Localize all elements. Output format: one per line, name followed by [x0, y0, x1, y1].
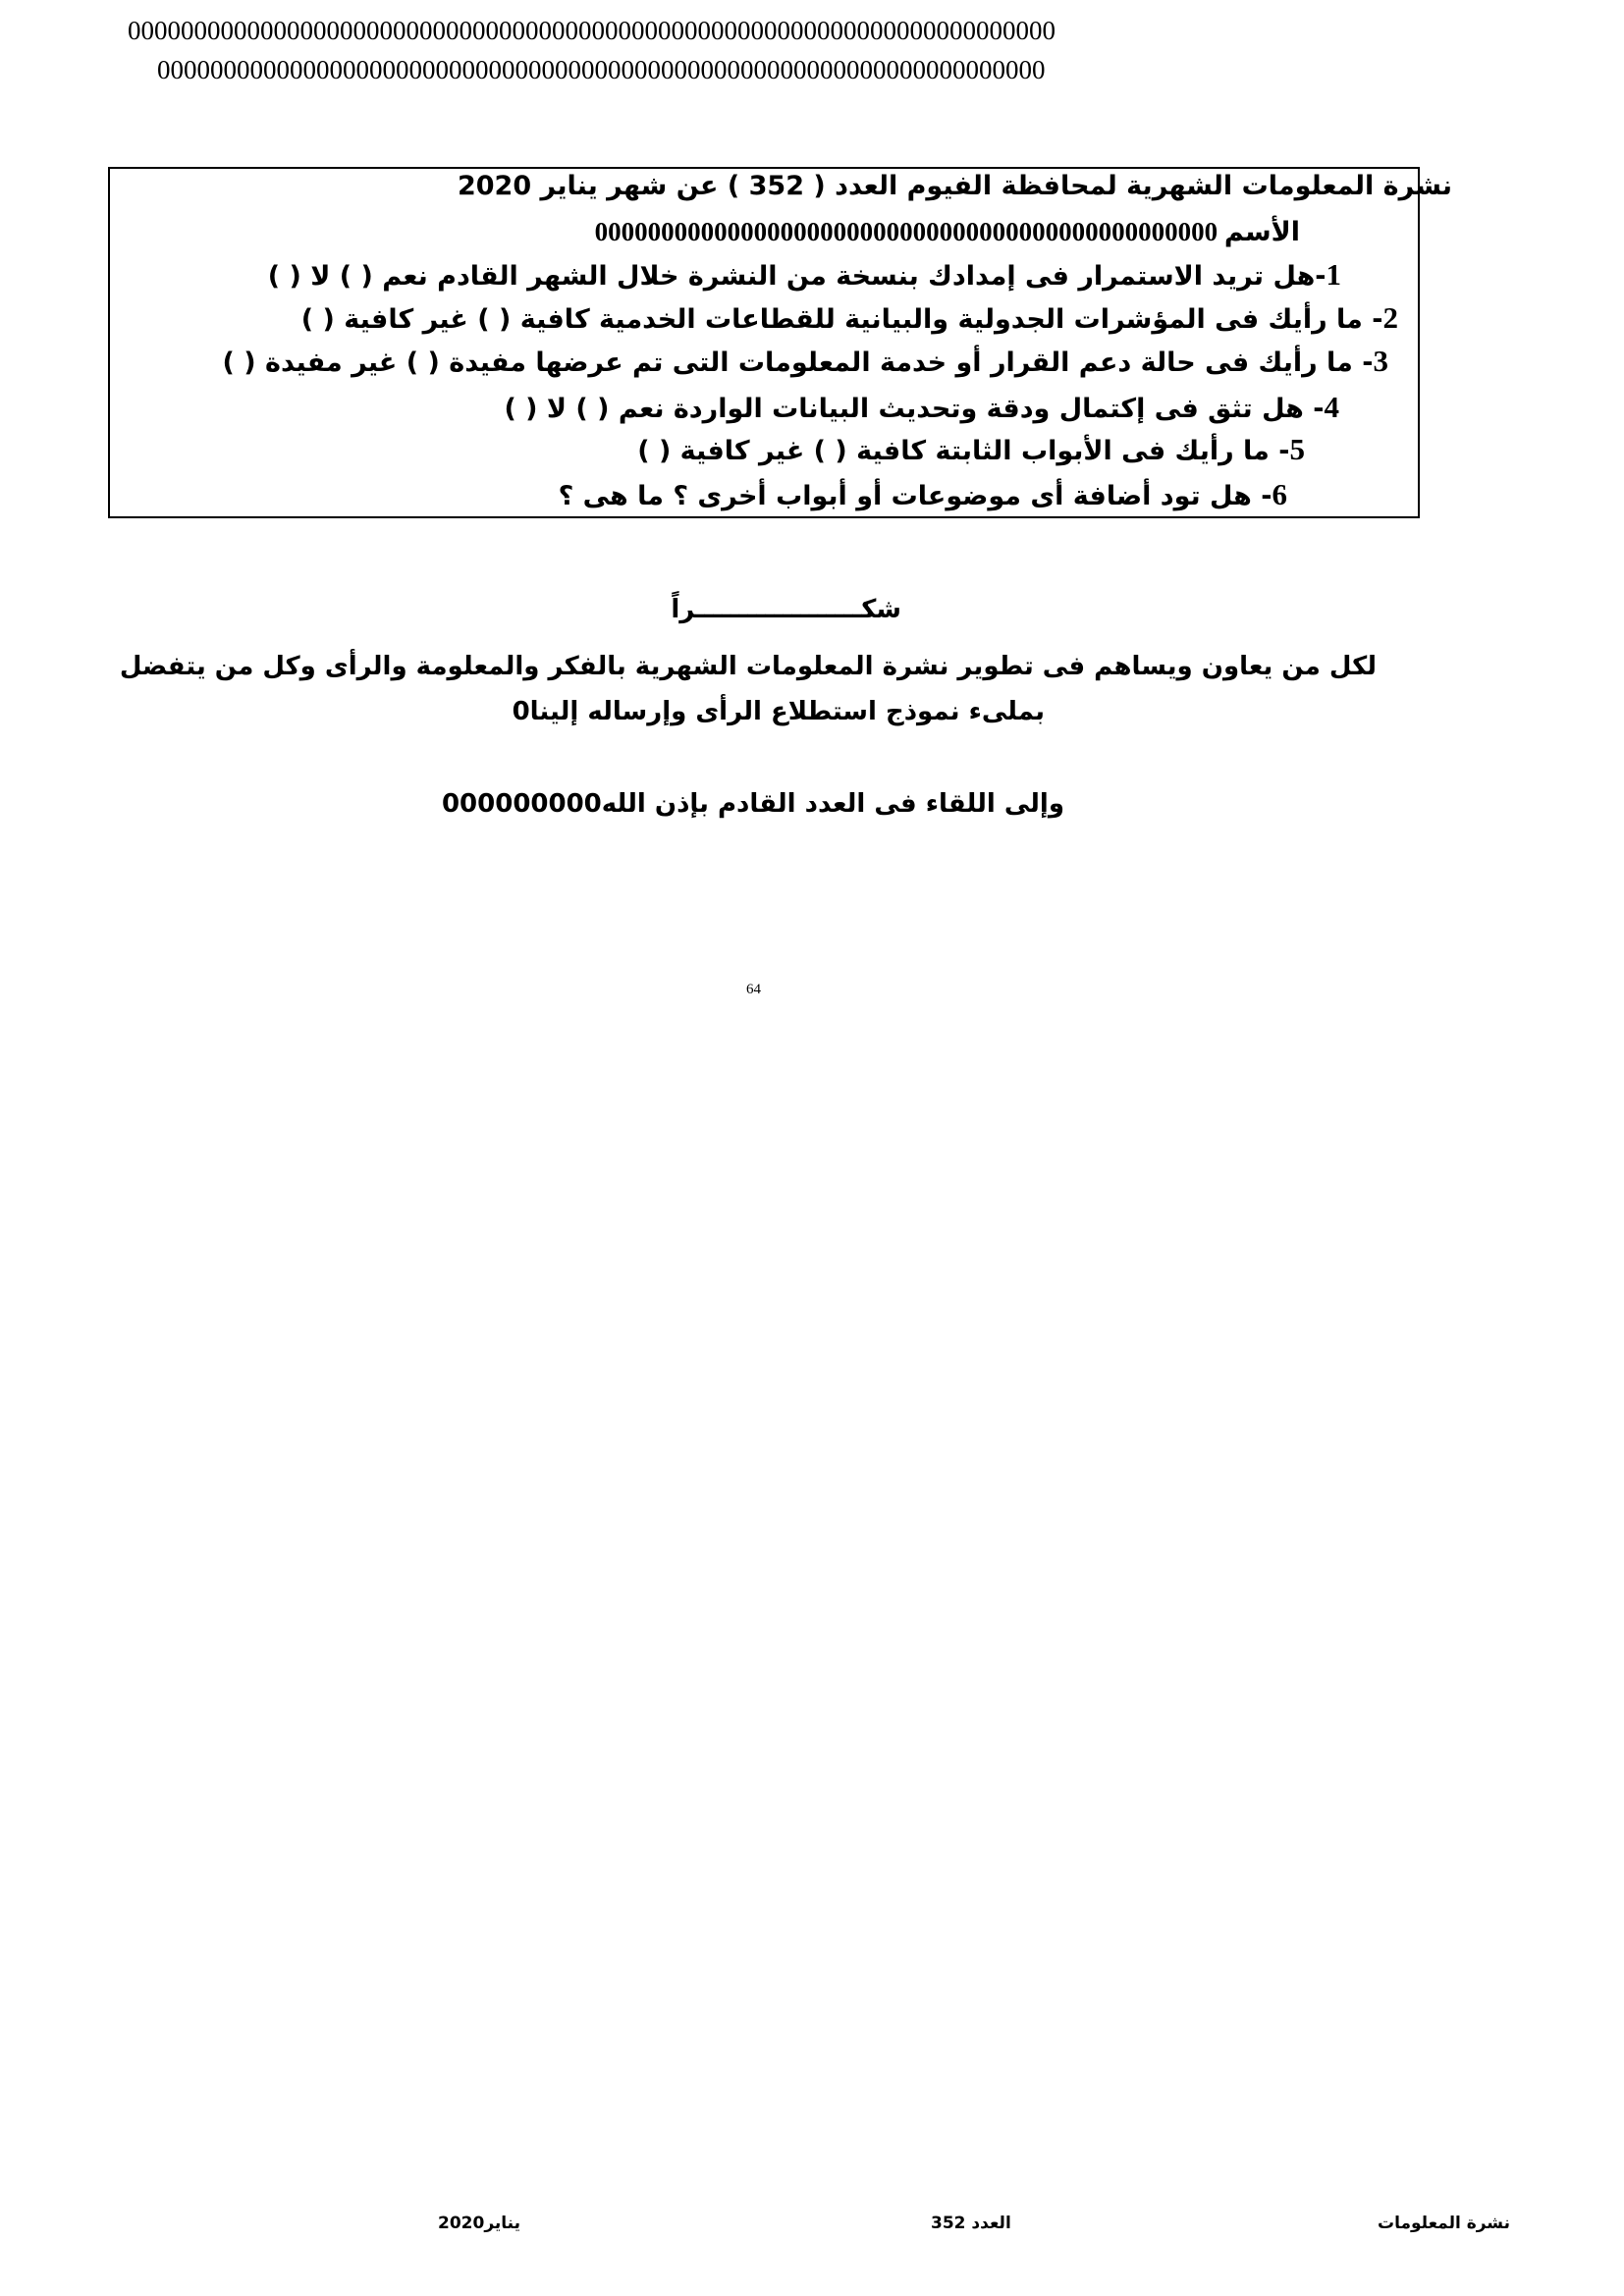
- question-text: -هل تريد الاستمرار فى إمدادك بنسخة من النشرة خلال الشهر القادم نعم ( ) لا ( ): [267, 261, 1326, 292]
- name-label: الأسم: [1223, 217, 1300, 247]
- question-text: - هل تود أضافة أى موضوعات أو أبواب أخرى ؟ ما هى ؟: [558, 481, 1272, 511]
- footer-publication-name: نشرة المعلومات: [1377, 2214, 1510, 2233]
- question-number: 4: [1324, 390, 1339, 424]
- footer-date: يناير2020: [438, 2214, 520, 2233]
- farewell-text: وإلى اللقاء فى العدد القادم بإذن الله000000000: [441, 789, 1064, 819]
- question-number: 3: [1373, 344, 1388, 378]
- name-value: 00000000000000000000000000000000000000000000000: [594, 217, 1218, 246]
- question-text: - ما رأيك فى حالة دعم القرار أو خدمة المعلومات التى تم عرضها مفيدة ( ) غير مفيدة ( ): [222, 347, 1374, 378]
- thanks-heading: شكـــــــــــــــــــراً: [671, 595, 901, 624]
- survey-title: نشرة المعلومات الشهرية لمحافظة الفيوم العدد ( 352 ) عن شهر يناير 2020: [457, 171, 1452, 201]
- header-zeros-line-2: 0000000000000000000000000000000000000000000000000000000000000000000: [157, 55, 1046, 84]
- question-number: 5: [1289, 432, 1305, 466]
- footer-issue-number: العدد 352: [931, 2214, 1011, 2233]
- question-text: - ما رأيك فى الأبواب الثابتة كافية ( ) غير كافية ( ): [637, 436, 1290, 466]
- question-5: [637, 430, 1305, 471]
- question-number: 1: [1326, 257, 1341, 292]
- thanks-text-line-2: بملىء نموذج استطلاع الرأى وإرساله إلينا0: [512, 697, 1045, 726]
- question-1: [268, 255, 1341, 296]
- question-2: [301, 298, 1398, 340]
- question-6: [559, 475, 1287, 516]
- thanks-text-line-1: لكل من يعاون ويساهم فى تطوير نشرة المعلومات الشهرية بالفكر والمعلومة والرأى وكل من يتفضل: [119, 652, 1377, 681]
- header-zeros-line-1: 0000000000000000000000000000000000000000000000000000000000000000000000: [128, 16, 1056, 45]
- name-line: [595, 212, 1300, 252]
- question-3: [223, 342, 1388, 383]
- question-text: - هل تثق فى إكتمال ودقة وتحديث البيانات الواردة نعم ( ) لا ( ): [504, 394, 1325, 424]
- question-number: 2: [1382, 300, 1398, 335]
- question-text: - ما رأيك فى المؤشرات الجدولية والبيانية للقطاعات الخدمية كافية ( ) غير كافية ( ): [300, 304, 1383, 335]
- question-number: 6: [1272, 477, 1287, 511]
- page-number: 64: [746, 982, 761, 997]
- question-4: [504, 388, 1339, 429]
